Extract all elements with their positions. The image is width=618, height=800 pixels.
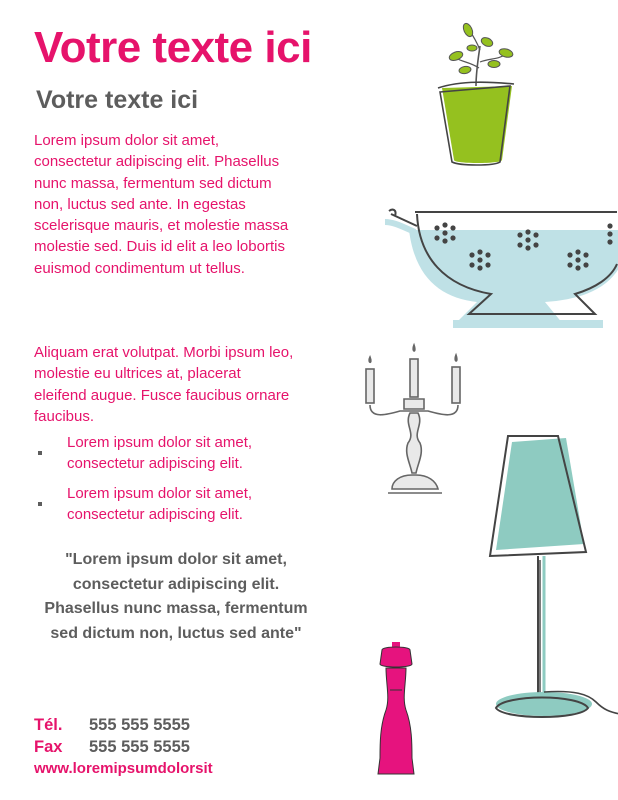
phone-value: 555 555 5555 — [89, 716, 190, 734]
phone-row — [34, 714, 334, 736]
flyer-subtitle: Votre texte ici — [36, 86, 199, 114]
fax-label: Fax — [34, 738, 63, 756]
fax-value: 555 555 5555 — [89, 738, 190, 756]
bullet-text: Lorem ipsum dolor sit amet, consectetur adipiscing elit. — [67, 484, 253, 523]
phone-label: Tél. — [34, 716, 63, 734]
bullet-marker — [38, 451, 42, 455]
bullet-text: Lorem ipsum dolor sit amet, consectetur adipiscing elit. — [67, 434, 253, 473]
body-paragraph-1: Lorem ipsum dolor sit amet, consectetur adipiscing elit. Phasellus nunc massa, fermentum sed dictum non, luctus sed ante. In egestas scelerisque mauris, et molestie massa molestie sed. Duis id elit a leo lobortis euismod condimentum ut tellus. — [34, 132, 289, 277]
lamp-icon — [484, 432, 618, 724]
bullet-marker — [38, 502, 42, 506]
bullet-item — [34, 483, 314, 526]
bullet-item — [34, 432, 314, 475]
potted-plant-icon — [432, 22, 522, 167]
pepper-mill-icon — [372, 640, 420, 780]
colander-icon — [385, 208, 618, 330]
pull-quote: "Lorem ipsum dolor sit amet, consectetur adipiscing elit. Phasellus nunc massa, fermentum sed dictum non, luctus sed ante" — [44, 551, 308, 642]
flyer-title: Votre texte ici — [34, 23, 312, 72]
candelabra-icon — [358, 343, 474, 499]
body-paragraph-2: Aliquam erat volutpat. Morbi ipsum leo, molestie eu ultrices at, placerat eleifend augue. Fusce faucibus ornare faucibus. — [34, 344, 294, 425]
contact-block — [34, 714, 334, 758]
website-link[interactable]: www.loremipsumdolorsit — [34, 760, 213, 777]
bullet-list — [34, 432, 314, 533]
fax-row — [34, 736, 334, 758]
